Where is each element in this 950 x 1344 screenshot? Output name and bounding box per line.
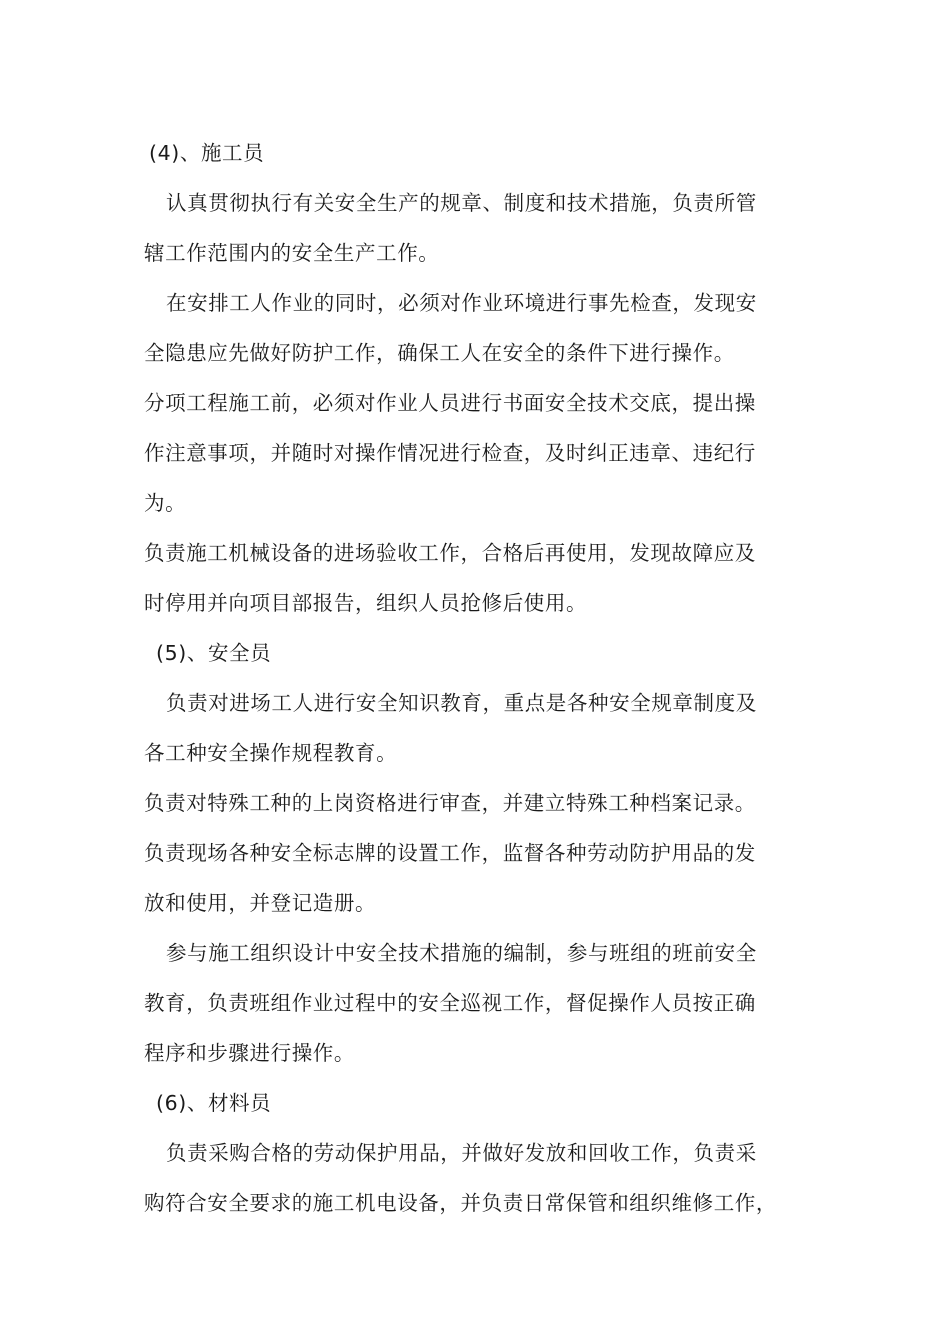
section-heading-safety-officer: (5)、安全员 (156, 641, 272, 665)
paragraph-safety-education (144, 678, 814, 778)
paragraph-special-trades (144, 778, 814, 828)
paragraph-line: 分项工程施工前，必须对作业人员进行书面安全技术交底，提出操 (144, 391, 756, 415)
paragraph-line: 在安排工人作业的同时，必须对作业环境进行事先检查，发现安 (166, 291, 757, 315)
paragraph-line: 教育，负责班组作业过程中的安全巡视工作，督促操作人员按正确 (144, 991, 756, 1015)
paragraph-procurement (144, 1128, 814, 1228)
paragraph-line: 时停用并向项目部报告，组织人员抢修后使用。 (144, 591, 588, 615)
paragraph-line: 认真贯彻执行有关安全生产的规章、制度和技术措施，负责所管 (166, 191, 757, 215)
paragraph-line: 辖工作范围内的安全生产工作。 (144, 241, 440, 265)
paragraph-safety-signs (144, 828, 814, 928)
paragraph-line: 为。 (144, 491, 187, 515)
paragraph-line: 放和使用，并登记造册。 (144, 891, 377, 915)
paragraph-technical-briefing (144, 378, 814, 528)
paragraph-equipment-acceptance (144, 528, 814, 628)
section-heading-construction-worker: (4)、施工员 (149, 141, 265, 165)
paragraph-line: 作注意事项，并随时对操作情况进行检查，及时纠正违章、违纪行 (144, 441, 756, 465)
paragraph-site-inspection (144, 278, 814, 378)
paragraph-safety-measures (144, 928, 814, 1078)
paragraph-line: 程序和步骤进行操作。 (144, 1041, 355, 1065)
paragraph-implement-regulations (144, 178, 814, 278)
section-heading-materials-officer: (6)、材料员 (156, 1091, 272, 1115)
paragraph-line: 全隐患应先做好防护工作，确保工人在安全的条件下进行操作。 (144, 341, 735, 365)
paragraph-line: 参与施工组织设计中安全技术措施的编制，参与班组的班前安全 (166, 941, 757, 965)
paragraph-line: 负责现场各种安全标志牌的设置工作，监督各种劳动防护用品的发 (144, 841, 756, 865)
document-body (144, 128, 814, 1228)
paragraph-line: 各工种安全操作规程教育。 (144, 741, 398, 765)
paragraph-line: 负责施工机械设备的进场验收工作，合格后再使用，发现故障应及 (144, 541, 756, 565)
paragraph-line: 负责对进场工人进行安全知识教育，重点是各种安全规章制度及 (166, 691, 757, 715)
paragraph-line: 负责对特殊工种的上岗资格进行审查，并建立特殊工种档案记录。 (144, 791, 756, 815)
paragraph-line: 购符合安全要求的施工机电设备，并负责日常保管和组织维修工作， (144, 1191, 777, 1215)
paragraph-line: 负责采购合格的劳动保护用品，并做好发放和回收工作，负责采 (166, 1141, 757, 1165)
